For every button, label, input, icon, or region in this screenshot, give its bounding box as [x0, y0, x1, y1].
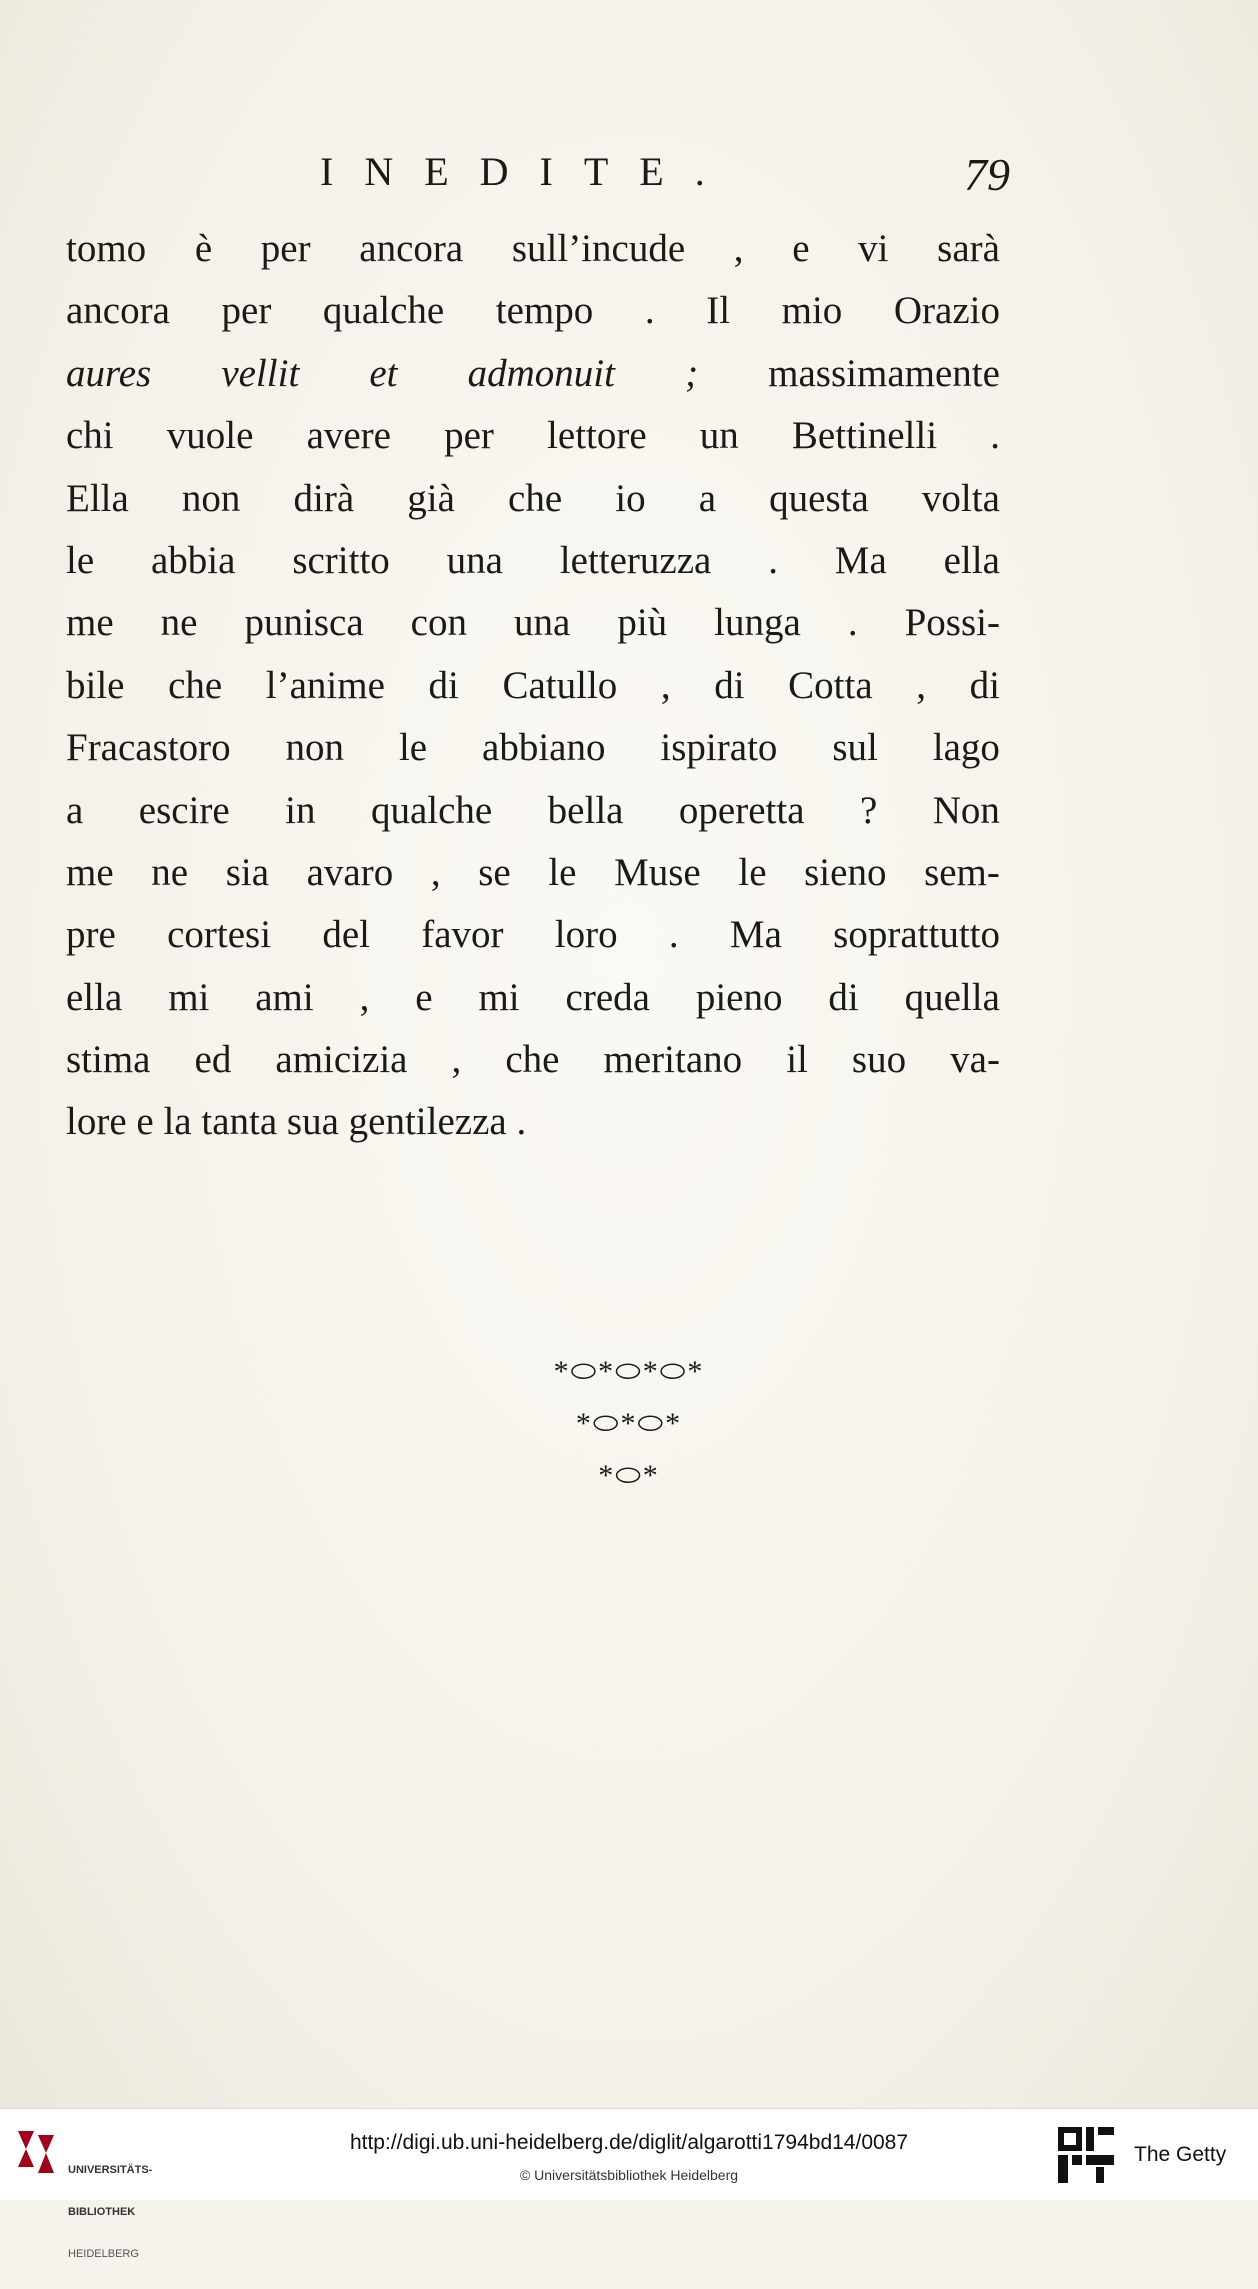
word: lettore [547, 414, 647, 458]
text-line [66, 218, 1000, 280]
word: . [668, 913, 679, 957]
word-space [127, 1091, 137, 1153]
text-line [66, 343, 1000, 405]
word: , [916, 663, 927, 707]
word: già [407, 476, 455, 520]
word: che [505, 1038, 560, 1082]
word: Cotta [788, 663, 873, 707]
word: per [221, 289, 272, 333]
permalink-url[interactable]: http://digi.ub.uni-heidelberg.de/diglit/algarotti1794bd14/0087 [349, 2131, 909, 2154]
word: letteruzza [559, 538, 712, 582]
word: le [738, 850, 767, 894]
word: abbia [151, 538, 236, 582]
word: abbiano [482, 726, 606, 770]
word: ; [685, 351, 699, 395]
word: aures [66, 351, 152, 395]
word: vuole [166, 414, 254, 458]
word: tempo [495, 289, 594, 333]
text-line [66, 405, 1000, 467]
word: le [66, 538, 95, 582]
word: et [369, 351, 398, 395]
text-line [66, 530, 1000, 592]
word: amicizia [275, 1038, 408, 1082]
word: Ma [834, 538, 887, 582]
word: favor [421, 913, 504, 957]
word: ancora [359, 227, 464, 270]
word: . [644, 289, 655, 333]
body-text [66, 218, 1000, 1154]
word: volta [921, 476, 1000, 520]
word: lunga [714, 601, 801, 645]
word: va- [950, 1038, 1000, 1082]
word: , [359, 975, 370, 1019]
ornament-row-2: *⬭*⬭* [575, 1407, 683, 1440]
word: Muse [614, 850, 701, 894]
word: dirà [293, 476, 355, 520]
word: pre [66, 913, 116, 957]
word: Possi- [904, 601, 1000, 645]
word: , [660, 663, 671, 707]
word: ne [160, 601, 198, 645]
word: . [990, 414, 1000, 458]
word: per [260, 227, 311, 270]
word: il [786, 1038, 808, 1082]
word: non [285, 726, 345, 770]
word: stima [66, 1038, 151, 1082]
word: se [478, 850, 511, 894]
word: Catullo [502, 663, 618, 707]
word: con [410, 601, 467, 645]
word: di [969, 663, 1000, 707]
word: per [444, 414, 494, 458]
word: mio [781, 289, 843, 333]
text-line [66, 717, 1000, 779]
word: punisca [244, 601, 364, 645]
text-line [66, 780, 1000, 842]
word: pieno [695, 975, 783, 1019]
copyright-notice: © Universitätsbibliothek Heidelberg [519, 2167, 739, 2183]
word: sieno [804, 850, 887, 894]
library-name-line-1: UNIVERSITÄTS- [68, 2164, 153, 2176]
viewer-footer [0, 2108, 1258, 2260]
word: . [847, 601, 858, 645]
word: . [768, 538, 778, 582]
text-line [66, 967, 1000, 1029]
text-line [66, 468, 1000, 530]
word: Fracastoro [66, 726, 231, 770]
word: di [828, 975, 859, 1019]
word: sua [286, 1100, 339, 1144]
text-line [66, 280, 1000, 342]
word: le [398, 726, 428, 770]
word: questa [769, 476, 869, 520]
word: a [698, 476, 717, 520]
word: una [513, 601, 571, 645]
word: ne [151, 850, 189, 894]
word: meritano [603, 1038, 743, 1082]
word: lore [66, 1100, 127, 1144]
word: Il [706, 289, 731, 333]
word: scritto [292, 538, 390, 582]
word: loro [554, 913, 618, 957]
running-header [320, 148, 1010, 208]
word: suo [851, 1038, 907, 1082]
word-space [339, 1091, 349, 1153]
word: Orazio [893, 289, 1000, 333]
word: più [617, 601, 668, 645]
word: ispirato [660, 726, 778, 770]
getty-logo-icon[interactable] [1056, 2125, 1116, 2185]
word: me [66, 850, 114, 894]
word: bella [547, 788, 624, 832]
word: non [181, 476, 241, 520]
ornament-row-3: *⬭* [598, 1459, 660, 1492]
word: massimamente [768, 351, 1000, 395]
getty-name: The Getty [1134, 2143, 1227, 2166]
word: , [430, 850, 441, 894]
word-space [192, 1091, 202, 1153]
word: operetta [678, 788, 805, 832]
word: Non [932, 788, 1000, 832]
word: di [428, 663, 459, 707]
word: Ma [729, 913, 782, 957]
word: mi [168, 975, 210, 1019]
text-line [66, 1091, 1000, 1153]
word-space [154, 1091, 164, 1153]
word: bile [66, 663, 125, 707]
word: sull’incude [511, 227, 686, 270]
word: escire [138, 788, 230, 832]
library-name-line-3: HEIDELBERG [68, 2248, 139, 2260]
word: creda [565, 975, 650, 1019]
library-name [68, 2135, 152, 2289]
word: , [451, 1038, 462, 1082]
word: me [66, 601, 114, 645]
word: le [548, 850, 577, 894]
word: quella [904, 975, 1000, 1019]
word: chi [66, 414, 114, 458]
text-line [66, 904, 1000, 966]
running-title: INEDITE. [320, 149, 736, 194]
word: sul [832, 726, 878, 770]
word: che [168, 663, 223, 707]
word: avaro [306, 850, 394, 894]
word: vellit [221, 351, 300, 395]
word: sarà [937, 227, 1000, 270]
word: mi [478, 975, 520, 1019]
word: l’anime [265, 663, 385, 707]
word: che [508, 476, 563, 520]
word: ? [859, 788, 878, 832]
word: di [714, 663, 745, 707]
word: ancora [66, 289, 170, 333]
word: la [163, 1100, 192, 1144]
word: ami [255, 975, 314, 1019]
word: e [792, 227, 810, 270]
word: sem- [924, 850, 1000, 894]
text-line [66, 1029, 1000, 1091]
word: vi [858, 227, 889, 270]
text-line [66, 592, 1000, 654]
word-space [507, 1091, 517, 1153]
word: Ella [66, 476, 129, 520]
word: cortesi [167, 913, 272, 957]
word: a [66, 788, 84, 832]
word: del [322, 913, 370, 957]
word: ella [66, 975, 123, 1019]
word: ed [194, 1038, 232, 1082]
word-space [277, 1091, 287, 1153]
word: tanta [201, 1100, 278, 1144]
text-line [66, 655, 1000, 717]
word: sia [225, 850, 270, 894]
ornament-row-1: *⬭*⬭*⬭* [553, 1355, 705, 1388]
word: in [285, 788, 316, 832]
word: gentilezza [348, 1100, 507, 1144]
word: Bettinelli [791, 414, 938, 458]
word: avere [306, 414, 391, 458]
word: lago [932, 726, 1000, 770]
word: un [699, 414, 739, 458]
library-name-line-2: BIBLIOTHEK [68, 2206, 136, 2218]
word: qualche [370, 788, 493, 832]
page-number: 79 [964, 149, 1010, 200]
word: e [415, 975, 433, 1019]
word: soprattutto [833, 913, 1000, 957]
word: è [194, 227, 213, 270]
word: . [516, 1100, 527, 1144]
word: , [733, 227, 744, 270]
word: qualche [322, 289, 445, 333]
word: ella [943, 538, 1000, 582]
word: admonuit [467, 351, 615, 395]
word: tomo [66, 227, 147, 270]
word: io [615, 476, 646, 520]
word: e [136, 1100, 154, 1144]
text-line [66, 842, 1000, 904]
word: una [446, 538, 503, 582]
